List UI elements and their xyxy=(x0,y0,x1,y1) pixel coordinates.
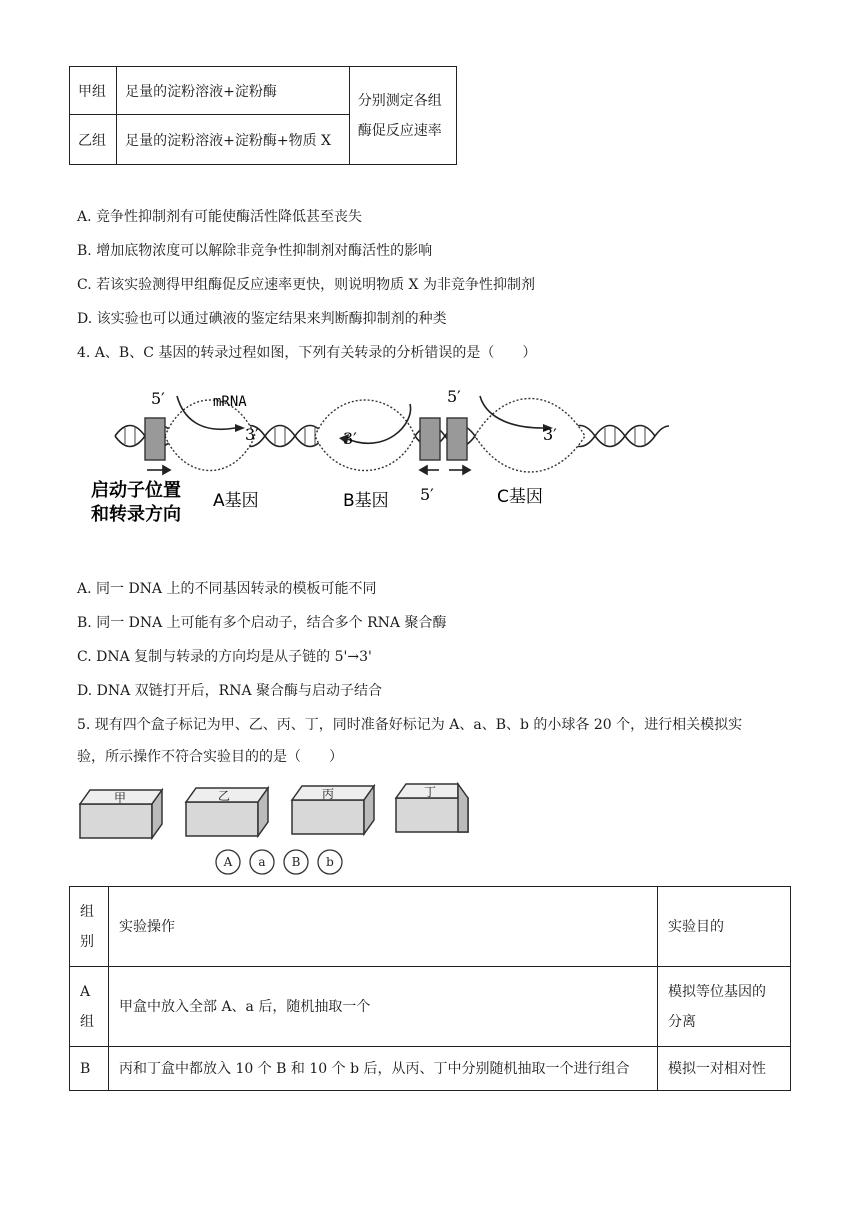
row-purpose xyxy=(658,1047,791,1091)
merged-line: 分别测定各组 xyxy=(357,92,442,109)
row-group-line: 组 xyxy=(80,1013,94,1030)
label-gene-c: C基因 xyxy=(497,487,543,507)
box-label: 丙 xyxy=(322,787,335,801)
label-3-prime: 3′ xyxy=(343,429,357,448)
label-promoter-line1: 启动子位置 xyxy=(91,480,181,501)
boxes-diagram xyxy=(78,778,478,878)
ball-label: A xyxy=(223,855,233,869)
dna-diagram xyxy=(85,378,685,530)
option-a: A. 同一 DNA 上的不同基因转录的模板可能不同 xyxy=(77,581,377,597)
header-purpose: 实验目的 xyxy=(658,887,791,967)
table-cell-merged xyxy=(349,67,456,165)
merged-line: 酶促反应速率 xyxy=(357,122,442,139)
row-purpose-line: 模拟等位基因的 xyxy=(668,983,766,1000)
option-d: D. DNA 双链打开后，RNA 聚合酶与启动子结合 xyxy=(77,683,383,699)
option-c: C. DNA 复制与转录的方向均是从子链的 5'→3' xyxy=(77,649,372,665)
balls xyxy=(216,850,342,874)
row-group xyxy=(70,967,109,1047)
row-group-line: A xyxy=(80,983,91,1000)
promoter-box-c xyxy=(447,418,467,460)
header-group-line: 组 xyxy=(80,903,94,920)
option-b: B. 同一 DNA 上可能有多个启动子，结合多个 RNA 聚合酶 xyxy=(77,615,447,631)
box-label: 甲 xyxy=(114,791,127,805)
header-operation: 实验操作 xyxy=(109,887,658,967)
row-purpose-line: 分离 xyxy=(668,1013,696,1030)
question-4-stem: 4. A、B、C 基因的转录过程如图，下列有关转录的分析错误的是（ ） xyxy=(77,345,537,361)
label-mrna: mRNA xyxy=(213,394,247,410)
box-label: 丁 xyxy=(424,785,437,799)
label-5-prime: 5′ xyxy=(447,387,461,406)
promoter-box-b xyxy=(420,418,440,460)
table-cell-content: 足量的淀粉溶液+淀粉酶+物质 X xyxy=(117,115,350,165)
option-d: D. 该实验也可以通过碘液的鉴定结果来判断酶抑制剂的种类 xyxy=(77,311,447,327)
transcription-bubble-c xyxy=(475,399,585,473)
row-group-line: B xyxy=(80,1060,91,1077)
label-5-prime: 5′ xyxy=(420,485,434,504)
option-c: C. 若该实验测得甲组酶促反应速率更快，则说明物质 X 为非竞争性抑制剂 xyxy=(77,277,535,293)
question-5-stem-line1: 5. 现有四个盒子标记为甲、乙、丙、丁，同时准备好标记为 A、a、B、b 的小球各 20 个，进行相关模拟实 xyxy=(77,717,743,733)
row-operation: 甲盒中放入全部 A、a 后，随机抽取一个 xyxy=(109,967,658,1047)
label-promoter-line2: 和转录方向 xyxy=(91,504,181,525)
label-3-prime: 3′ xyxy=(543,425,557,444)
row-purpose xyxy=(658,967,791,1047)
transcription-bubble-a xyxy=(165,400,255,471)
label-3-prime: 3′ xyxy=(245,425,259,444)
header-group xyxy=(70,887,109,967)
row-purpose-line: 模拟一对相对性 xyxy=(668,1060,766,1077)
ball-label: B xyxy=(291,855,301,869)
option-b: B. 增加底物浓度可以解除非竞争性抑制剂对酶活性的影响 xyxy=(77,243,433,259)
table-cell-group: 甲组 xyxy=(70,67,117,115)
header-group-line: 别 xyxy=(80,933,94,950)
ball-label: a xyxy=(258,855,266,869)
table-row xyxy=(70,967,791,1047)
table-row xyxy=(70,1047,791,1091)
table-cell-group: 乙组 xyxy=(70,115,117,165)
question-5-stem-line2: 验，所示操作不符合实验目的的是（ ） xyxy=(77,749,343,765)
label-5-prime: 5′ xyxy=(151,389,165,408)
box-label: 乙 xyxy=(218,789,231,803)
option-a: A. 竞争性抑制剂有可能使酶活性降低甚至丧失 xyxy=(77,209,363,225)
ball-label: b xyxy=(326,855,334,869)
transcription-bubble-b xyxy=(315,400,415,471)
row-operation: 丙和丁盒中都放入 10 个 B 和 10 个 b 后，从丙、丁中分别随机抽取一个进行组合 xyxy=(109,1047,658,1091)
promoter-box-a xyxy=(145,418,165,460)
enzyme-experiment-table xyxy=(69,66,457,165)
boxes-figure xyxy=(78,778,478,878)
simulation-table xyxy=(69,886,791,1091)
label-gene-a: A基因 xyxy=(213,491,259,511)
table-cell-content: 足量的淀粉溶液+淀粉酶 xyxy=(117,67,350,115)
label-gene-b: B基因 xyxy=(343,491,389,511)
row-group xyxy=(70,1047,109,1091)
transcription-figure xyxy=(85,378,685,530)
